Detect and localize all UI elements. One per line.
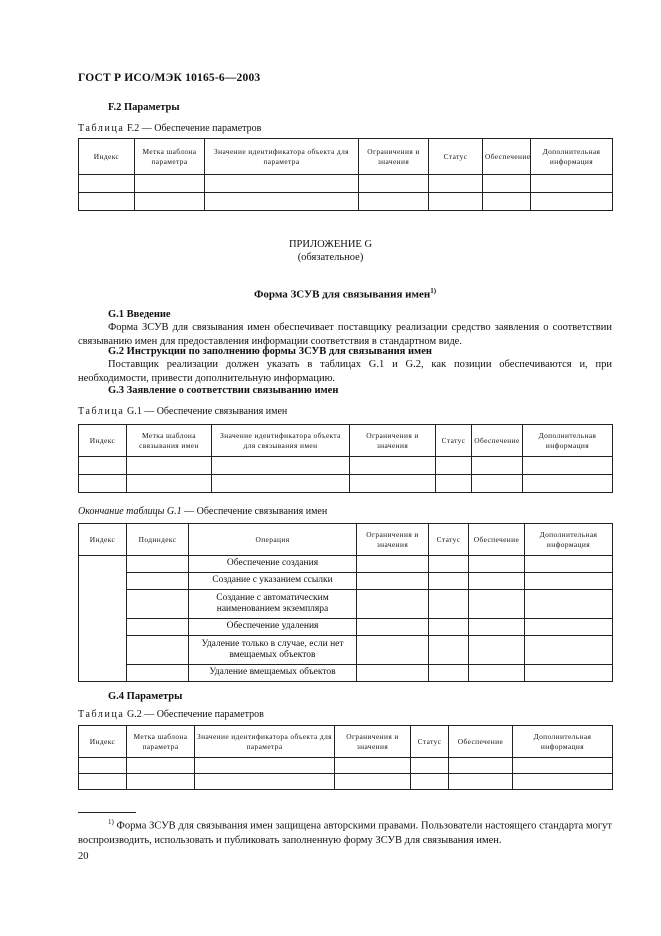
table-row <box>79 175 613 193</box>
table-row <box>79 475 613 493</box>
paragraph-g2: Поставщик реализации должен указать в таблицах G.1 и G.2, как позиции обеспечиваются и, при необходимости, привести дополнительную информацию. <box>78 359 612 384</box>
col-header: Ограничения и значения <box>357 524 429 556</box>
col-header: Метка шаблона связывания имен <box>127 425 212 457</box>
footnote-mark: 1) <box>108 818 114 826</box>
col-header: Индекс <box>79 139 135 175</box>
col-header: Ограничения и значения <box>335 726 411 758</box>
caption-text: — Обеспечение связывания имен <box>181 506 328 517</box>
col-header: Дополнительная информация <box>525 524 613 556</box>
col-header: Значение идентификатора объекта для параметра <box>205 139 359 175</box>
col-header: Дополнительная информация <box>513 726 613 758</box>
col-header: Обеспечение <box>472 425 523 457</box>
table-f2 <box>78 138 613 211</box>
col-header: Обеспечение <box>483 139 531 175</box>
table-row <box>79 636 613 665</box>
table-row <box>79 758 613 774</box>
table-row <box>79 774 613 790</box>
col-header: Значение идентификатора объекта для связывания имен <box>212 425 350 457</box>
caption-word: Таблица <box>78 123 125 134</box>
table-row <box>79 665 613 682</box>
table-g1 <box>78 424 613 493</box>
table-caption-f2 <box>78 123 261 134</box>
table-caption-g1-end <box>78 506 327 517</box>
section-heading-g1: G.1 Введение <box>108 309 171 320</box>
col-header: Индекс <box>79 425 127 457</box>
table-g1-end <box>78 523 613 682</box>
document-header: ГОСТ Р ИСО/МЭК 10165-6—2003 <box>78 72 261 84</box>
section-heading-g2: G.2 Инструкции по заполнению формы ЗСУВ для связывания имен <box>108 346 432 357</box>
section-heading-g4: G.4 Параметры <box>108 691 183 702</box>
appendix-subtitle: (обязательное) <box>297 252 364 263</box>
col-header: Дополнительная информация <box>531 139 613 175</box>
section-heading-g3: G.3 Заявление о соответствии связыванию имен <box>108 385 339 396</box>
footnote-ref: 1) <box>430 287 437 295</box>
col-header: Индекс <box>79 524 127 556</box>
table-row <box>79 556 613 573</box>
paragraph-g1: Форма ЗСУВ для связывания имен обеспечивает поставщику реализации средство заявления о соответствии связыванию имен для предоставления информации соответствия в стандартном виде. <box>78 322 612 347</box>
caption-word: Таблица <box>78 709 125 720</box>
col-header: Обеспечение <box>469 524 525 556</box>
col-header: Статус <box>429 524 469 556</box>
table-caption-g2 <box>78 709 264 720</box>
col-header: Операция <box>189 524 357 556</box>
table-g2 <box>78 725 613 790</box>
col-header: Статус <box>429 139 483 175</box>
operation-cell: Удаление только в случае, если нет вмещаемых объектов <box>189 636 357 665</box>
footnote <box>78 815 612 848</box>
caption-word: Таблица <box>78 406 125 417</box>
table-row <box>79 590 613 619</box>
caption-text: G.2 — Обеспечение параметров <box>124 709 264 720</box>
col-header: Подиндекс <box>127 524 189 556</box>
table-row <box>79 619 613 636</box>
col-header: Дополнительная информация <box>523 425 613 457</box>
appendix-title: ПРИЛОЖЕНИЕ G <box>288 239 373 250</box>
caption-italic: Окончание таблицы G.1 <box>78 506 182 517</box>
section-heading-f2: F.2 Параметры <box>108 102 180 113</box>
page-number: 20 <box>78 851 89 862</box>
operation-cell: Обеспечение создания <box>189 556 357 573</box>
col-header: Статус <box>411 726 449 758</box>
caption-text: G.1 — Обеспечение связывания имен <box>124 406 288 417</box>
form-title <box>0 287 661 301</box>
operation-cell: Обеспечение удаления <box>189 619 357 636</box>
operation-cell: Создание с автоматическим наименованием экземпляра <box>189 590 357 619</box>
col-header: Обеспечение <box>449 726 513 758</box>
col-header: Метка шаблона параметра <box>127 726 195 758</box>
col-header: Статус <box>436 425 472 457</box>
form-title-text: Форма ЗСУВ для связывания имен <box>253 288 431 301</box>
table-row <box>79 573 613 590</box>
operation-cell: Создание с указанием ссылки <box>189 573 357 590</box>
table-row <box>79 457 613 475</box>
col-header: Ограничения и значения <box>359 139 429 175</box>
table-caption-g1 <box>78 406 287 417</box>
col-header: Метка шаблона параметра <box>135 139 205 175</box>
col-header: Значение идентификатора объекта для параметра <box>195 726 335 758</box>
table-row <box>79 193 613 211</box>
col-header: Ограничения и значения <box>350 425 436 457</box>
footnote-text: Форма ЗСУВ для связывания имен защищена авторскими правами. Пользователи настоящего стандарта могут воспроизводить, использовать и публиковать заполненную форму ЗСУВ для связывания имен. <box>78 820 612 846</box>
operation-cell: Удаление вмещаемых объектов <box>189 665 357 682</box>
col-header: Индекс <box>79 726 127 758</box>
caption-text: F.2 — Обеспечение параметров <box>124 123 262 134</box>
footnote-separator <box>78 812 136 813</box>
